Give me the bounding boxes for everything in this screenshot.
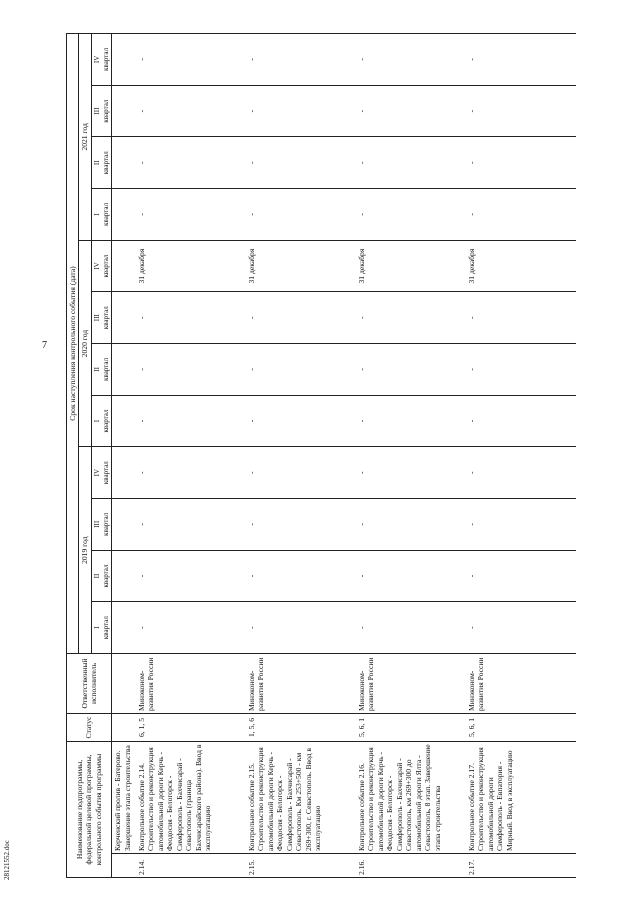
header-quarter-3-2: II квартал — [91, 137, 112, 189]
quarter-cell-5: - — [466, 395, 576, 447]
quarter-cell-11: - — [466, 85, 576, 137]
header-year-3: 2021 год — [79, 34, 91, 241]
quarter-cell-8: 31 декабря — [356, 240, 466, 292]
quarter-cell-1 — [112, 602, 136, 654]
quarter-cell-3 — [112, 499, 136, 551]
header-quarter-2-3: III квартал — [91, 292, 112, 344]
quarter-cell-3: - — [466, 499, 576, 551]
header-quarter-1-2: II квартал — [91, 550, 112, 602]
quarter-cell-5: - — [136, 395, 246, 447]
row-number — [112, 854, 136, 878]
header-responsible: Ответственный исполнитель — [67, 653, 112, 713]
quarter-cell-10: - — [246, 137, 356, 189]
quarter-cell-10 — [112, 137, 136, 189]
control-events-table-container — [66, 33, 556, 878]
quarter-cell-4: - — [466, 447, 576, 499]
quarter-cell-8: 31 декабря — [136, 240, 246, 292]
quarter-cell-12: - — [246, 34, 356, 86]
document-filename: 28121552.doc — [3, 840, 11, 880]
quarter-cell-9: - — [466, 189, 576, 241]
quarter-cell-5: - — [356, 395, 466, 447]
header-name: Наименование подпрограммы, федеральной целевой программы, контрольного события программы — [67, 741, 112, 877]
header-quarter-3-3: III квартал — [91, 85, 112, 137]
quarter-cell-8 — [112, 240, 136, 292]
quarter-cell-2: - — [246, 550, 356, 602]
quarter-cell-1: - — [356, 602, 466, 654]
row-number: 2.14. — [136, 854, 246, 878]
header-status: Статус — [67, 713, 112, 741]
header-year-1: 2019 год — [79, 447, 91, 654]
quarter-cell-4: - — [136, 447, 246, 499]
row-number: 2.15. — [246, 854, 356, 878]
table-row — [246, 34, 356, 878]
quarter-cell-12: - — [356, 34, 466, 86]
quarter-cell-6 — [112, 344, 136, 396]
quarter-cell-4: - — [356, 447, 466, 499]
quarter-cell-9: - — [246, 189, 356, 241]
event-status: 5, 6, 1 — [356, 713, 466, 741]
quarter-cell-11: - — [246, 85, 356, 137]
quarter-cell-7: - — [356, 292, 466, 344]
event-status: 6, 1, 5 — [136, 713, 246, 741]
header-quarter-1-1: I квартал — [91, 602, 112, 654]
quarter-cell-5 — [112, 395, 136, 447]
quarter-cell-6: - — [246, 344, 356, 396]
event-responsible: Минэконом- развития России — [136, 653, 246, 713]
header-quarter-1-4: IV квартал — [91, 447, 112, 499]
page-number: 7 — [42, 340, 47, 351]
quarter-cell-6: - — [466, 344, 576, 396]
quarter-cell-3: - — [356, 499, 466, 551]
quarter-cell-10: - — [356, 137, 466, 189]
quarter-cell-9 — [112, 189, 136, 241]
quarter-cell-6: - — [136, 344, 246, 396]
event-status: 1, 5, 6 — [246, 713, 356, 741]
quarter-cell-10: - — [136, 137, 246, 189]
quarter-cell-8: 31 декабря — [246, 240, 356, 292]
header-quarter-2-2: II квартал — [91, 344, 112, 396]
row-number: 2.17. — [466, 854, 576, 878]
header-quarter-2-1: I квартал — [91, 395, 112, 447]
header-year-2: 2020 год — [79, 240, 91, 447]
quarter-cell-1: - — [466, 602, 576, 654]
table-body — [112, 34, 576, 878]
quarter-cell-2: - — [136, 550, 246, 602]
quarter-cell-10: - — [466, 137, 576, 189]
row-number: 2.16. — [356, 854, 466, 878]
quarter-cell-2: - — [356, 550, 466, 602]
quarter-cell-7 — [112, 292, 136, 344]
table-row — [356, 34, 466, 878]
table-row — [112, 34, 136, 878]
quarter-cell-1: - — [136, 602, 246, 654]
quarter-cell-7: - — [246, 292, 356, 344]
quarter-cell-11 — [112, 85, 136, 137]
event-responsible: Минэконом- развития России — [246, 653, 356, 713]
quarter-cell-7: - — [466, 292, 576, 344]
quarter-cell-2: - — [466, 550, 576, 602]
quarter-cell-3: - — [246, 499, 356, 551]
quarter-cell-6: - — [356, 344, 466, 396]
quarter-cell-12 — [112, 34, 136, 86]
event-responsible — [112, 653, 136, 713]
quarter-cell-2 — [112, 550, 136, 602]
quarter-cell-9: - — [356, 189, 466, 241]
event-responsible: Минэконом- развития России — [466, 653, 576, 713]
quarter-cell-4 — [112, 447, 136, 499]
event-name: Контрольное событие 2.15. Строительство и реконструкция автомобильной дороги Керчь - Феодосия - Белогорск - Симферополь - Бахчисарай - Севастополь. Км 253+500 - км 269+300, г. Севастополь. Ввод в эксплуатацию — [246, 741, 356, 853]
event-status — [112, 713, 136, 741]
quarter-cell-5: - — [246, 395, 356, 447]
event-name: Контрольное событие 2.14. Строительство и реконструкция автомобильной дороги Керчь - Феодосия - Белогорск - Симферополь - Бахчисарай - Севастополь (граница Бахчисарайского района). Ввод в эксплуатацию — [136, 741, 246, 853]
header-period: Срок наступления контрольного события (дата) — [67, 34, 79, 654]
quarter-cell-4: - — [246, 447, 356, 499]
header-quarter-1-3: III квартал — [91, 499, 112, 551]
header-quarter-2-4: IV квартал — [91, 240, 112, 292]
table-row — [466, 34, 576, 878]
table-row — [136, 34, 246, 878]
control-events-table — [66, 33, 576, 878]
quarter-cell-7: - — [136, 292, 246, 344]
quarter-cell-12: - — [136, 34, 246, 86]
quarter-cell-12: - — [466, 34, 576, 86]
quarter-cell-11: - — [356, 85, 466, 137]
event-status: 5, 6, 1 — [466, 713, 576, 741]
event-name: Контрольное событие 2.17. Строительство и реконструкция автомобильной дороги Симферополь - Евпатория - Мирный. Ввод в эксплуатацию — [466, 741, 576, 853]
quarter-cell-3: - — [136, 499, 246, 551]
quarter-cell-9: - — [136, 189, 246, 241]
event-responsible: Минэконом- развития России — [356, 653, 466, 713]
header-quarter-3-1: I квартал — [91, 189, 112, 241]
event-name: Контрольное событие 2.16. Строительство и реконструкция автомобильной дороги Керчь - Феодосия - Белогорск - Симферополь - Бахчисарай - Севастополь, км 269+300 до автомобильной дороги Ялта - Севастополь, 8 этап. Завершение этапа строительства — [356, 741, 466, 853]
quarter-cell-8: 31 декабря — [466, 240, 576, 292]
quarter-cell-1: - — [246, 602, 356, 654]
quarter-cell-11: - — [136, 85, 246, 137]
header-quarter-3-4: IV квартал — [91, 34, 112, 86]
event-name: Керченский пролив - Батерово. Завершение этапа строительства — [112, 741, 136, 853]
